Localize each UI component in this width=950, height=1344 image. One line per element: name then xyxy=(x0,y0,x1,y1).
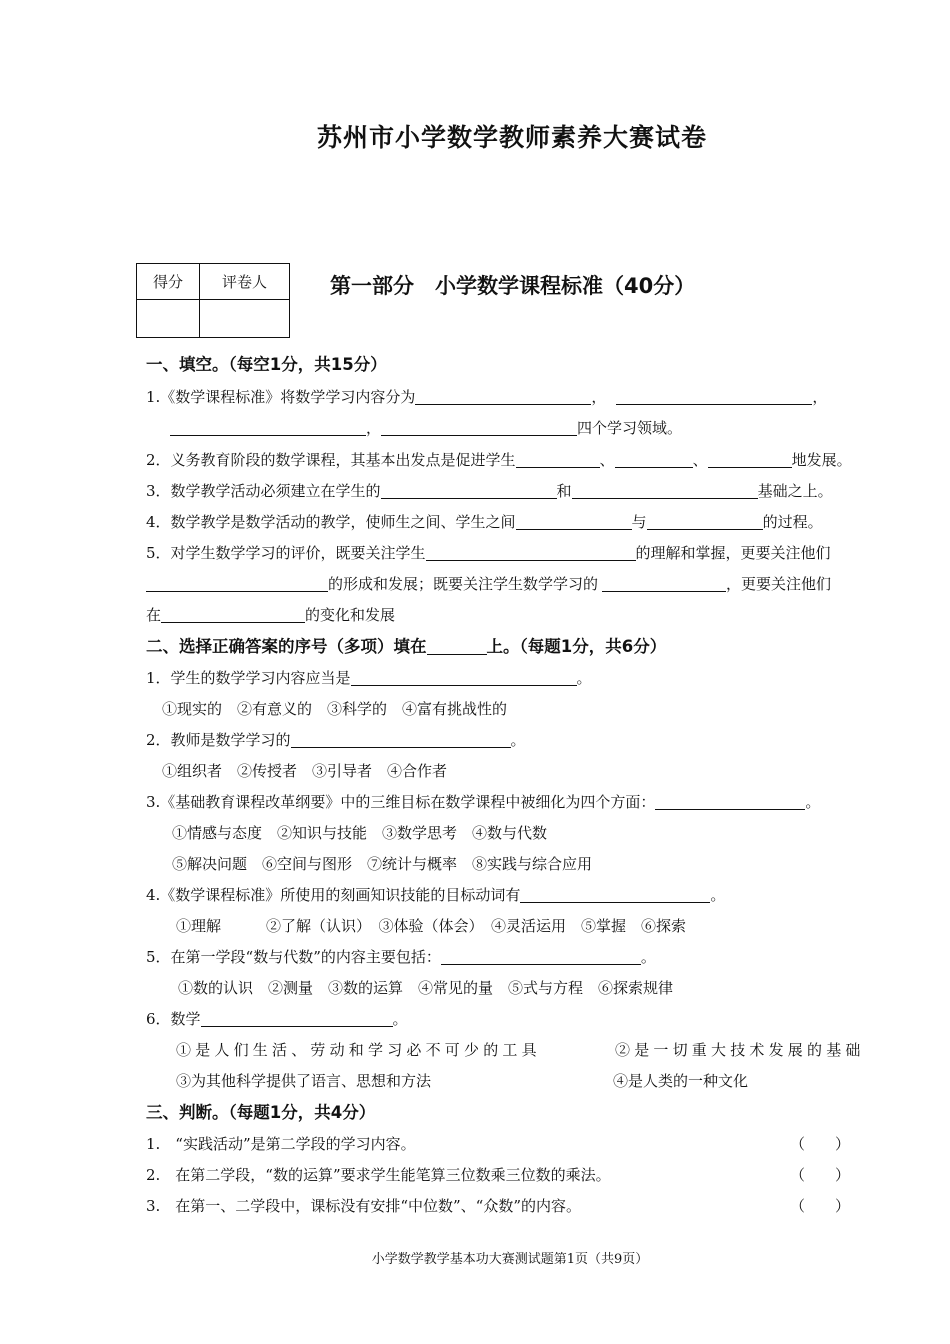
answer-blank[interactable] xyxy=(291,731,511,748)
s2-q4 xyxy=(146,884,725,905)
heading-blank xyxy=(427,638,487,655)
score-label: 得分 xyxy=(137,264,200,300)
s2-q3-options-2: ⑤解决问题 ⑥空间与图形 ⑦统计与概率 ⑧实践与综合应用 xyxy=(172,855,593,873)
s3-q1: 1. “实践活动”是第二学段的学习内容。 xyxy=(146,1135,416,1153)
s1-q3-end: 基础之上。 xyxy=(757,482,833,500)
s2-q3-text: 3.《基础教育课程改革纲要》中的三维目标在数学课程中被细化为四个方面： xyxy=(146,793,656,811)
s2-heading-b: 上。（每题1分，共6分） xyxy=(486,637,667,656)
part-title: 第一部分 小学数学课程标准（40分） xyxy=(330,274,696,298)
answer-blank[interactable] xyxy=(572,482,758,499)
s2-q4-text: 4.《数学课程标准》所使用的刻画知识技能的目标动词有 xyxy=(146,886,521,904)
period: 。 xyxy=(510,731,526,749)
period: 。 xyxy=(640,948,656,966)
answer-blank[interactable] xyxy=(426,544,636,561)
section3-heading: 三、判断。（每题1分，共4分） xyxy=(146,1103,376,1122)
comma: ， xyxy=(591,388,607,406)
s1-q2-text: 2．义务教育阶段的数学课程，其基本出发点是促进学生 xyxy=(146,451,516,469)
s1-q1-end: 四个学习领域。 xyxy=(577,419,683,437)
s1-q2-end: 地发展。 xyxy=(791,451,852,469)
answer-blank[interactable] xyxy=(616,388,812,405)
answer-blank[interactable] xyxy=(516,513,632,530)
section1-heading: 一、填空。（每空1分，共15分） xyxy=(146,355,387,374)
score-cell[interactable] xyxy=(137,300,200,338)
s2-q3 xyxy=(146,791,820,812)
s1-q4-text: 4．数学教学是数学活动的教学，使师生之间、学生之间 xyxy=(146,513,516,531)
sep: 、 xyxy=(599,451,615,469)
s1-q3-text: 3．数学教学活动必须建立在学生的 xyxy=(146,482,381,500)
s2-q6 xyxy=(146,1008,408,1029)
s2-q1-options: ①现实的 ②有意义的 ③科学的 ④富有挑战性的 xyxy=(162,700,508,718)
s2-q3-options-1: ①情感与态度 ②知识与技能 ③数学思考 ④数与代数 xyxy=(172,824,548,842)
s2-q1-text: 1．学生的数学学习内容应当是 xyxy=(146,669,351,687)
s1-q3 xyxy=(146,480,833,501)
s1-q1-line2 xyxy=(170,417,682,438)
grader-cell[interactable] xyxy=(200,300,290,338)
score-table xyxy=(136,263,290,338)
answer-blank[interactable] xyxy=(170,419,366,436)
s2-q4-options: ①理解 ②了解（认识） ③体验（体会） ④灵活运用 ⑤掌握 ⑥探索 xyxy=(176,917,687,935)
period: 。 xyxy=(576,669,592,687)
s2-q1 xyxy=(146,667,592,688)
answer-blank[interactable] xyxy=(161,606,305,623)
s1-q5-line1 xyxy=(146,542,831,563)
s1-q5-text: 5．对学生数学学习的评价，既要关注学生 xyxy=(146,544,426,562)
s2-q6-option-3: ③为其他科学提供了语言、思想和方法 xyxy=(176,1072,432,1090)
answer-blank[interactable] xyxy=(415,388,591,405)
and: 和 xyxy=(556,482,572,500)
exam-title: 苏州市小学数学教师素养大赛试卷 xyxy=(316,123,707,152)
sep: 、 xyxy=(692,451,708,469)
s1-q5-d: ，更要关注他们 xyxy=(726,575,832,593)
s1-q4 xyxy=(146,511,823,532)
answer-blank[interactable] xyxy=(351,669,577,686)
answer-blank[interactable] xyxy=(381,482,557,499)
s2-q6-option-2: ②是一切重大技术发展的基础 xyxy=(615,1041,865,1059)
answer-blank[interactable] xyxy=(441,948,641,965)
s1-q5-line3 xyxy=(146,604,395,625)
period: 。 xyxy=(710,886,726,904)
s1-q2 xyxy=(146,449,852,470)
answer-blank[interactable] xyxy=(615,451,693,468)
s1-q4-end: 的过程。 xyxy=(762,513,823,531)
s2-q5-text: 5．在第一学段“数与代数”的内容主要包括： xyxy=(146,948,441,966)
s2-q6-option-4: ④是人类的一种文化 xyxy=(613,1072,749,1090)
s2-q2-options: ①组织者 ②传授者 ③引导者 ④合作者 xyxy=(162,762,448,780)
comma: ， xyxy=(366,419,382,437)
answer-parentheses[interactable]: （ ） xyxy=(790,1166,851,1184)
grader-label: 评卷人 xyxy=(200,264,290,300)
answer-blank[interactable] xyxy=(201,1010,393,1027)
s1-q5-c: 的形成和发展；既要关注学生数学学习的 xyxy=(328,575,599,593)
answer-blank[interactable] xyxy=(520,886,710,903)
s2-q5 xyxy=(146,946,656,967)
answer-blank[interactable] xyxy=(647,513,763,530)
answer-blank[interactable] xyxy=(146,575,328,592)
s2-q6-option-1: ①是人们生活、劳动和学习必不可少的工具 xyxy=(176,1041,541,1059)
answer-blank[interactable] xyxy=(602,575,726,592)
s3-q3: 3. 在第一、二学段中，课标没有安排“中位数”、“众数”的内容。 xyxy=(146,1197,581,1215)
period: 。 xyxy=(805,793,821,811)
s1-q1-text: 1.《数学课程标准》将数学学习内容分为 xyxy=(146,388,416,406)
answer-parentheses[interactable]: （ ） xyxy=(790,1135,851,1153)
s1-q5-line2 xyxy=(146,573,831,594)
s1-q5-f: 的变化和发展 xyxy=(305,606,396,624)
page-footer: 小学数学教学基本功大赛测试题第1页（共9页） xyxy=(371,1252,649,1267)
answer-blank[interactable] xyxy=(516,451,600,468)
s3-q2: 2. 在第二学段，“数的运算”要求学生能笔算三位数乘三位数的乘法。 xyxy=(146,1166,611,1184)
s2-q2 xyxy=(146,729,526,750)
section2-heading xyxy=(146,633,666,657)
s2-q6-text: 6．数学 xyxy=(146,1010,201,1028)
s1-q1-line1 xyxy=(146,386,827,407)
comma: ， xyxy=(812,388,828,406)
period: 。 xyxy=(392,1010,408,1028)
s2-q5-options: ①数的认识 ②测量 ③数的运算 ④常见的量 ⑤式与方程 ⑥探索规律 xyxy=(178,979,674,997)
answer-parentheses[interactable]: （ ） xyxy=(790,1197,851,1215)
answer-blank[interactable] xyxy=(708,451,792,468)
answer-blank[interactable] xyxy=(381,419,577,436)
s1-q5-b: 的理解和掌握，更要关注他们 xyxy=(635,544,831,562)
s2-q2-text: 2．教师是数学学习的 xyxy=(146,731,291,749)
answer-blank[interactable] xyxy=(655,793,805,810)
s1-q5-e: 在 xyxy=(146,606,162,624)
s2-heading-a: 二、选择正确答案的序号（多项）填在 xyxy=(146,637,427,656)
with: 与 xyxy=(631,513,647,531)
